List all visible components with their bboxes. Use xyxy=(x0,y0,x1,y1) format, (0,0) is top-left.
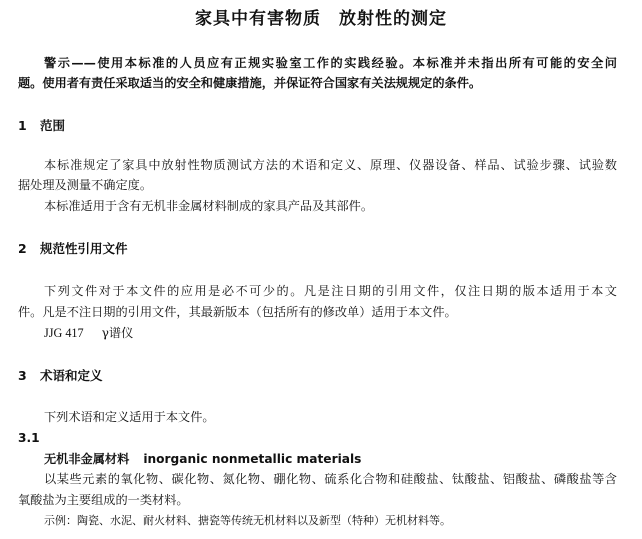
reference-code: JJG 417 xyxy=(44,326,84,340)
term-example: 示例：陶瓷、水泥、耐火材料、搪瓷等传统无机材料以及新型（特种）无机材料等。 xyxy=(44,514,451,527)
term-chinese: 无机非金属材料 xyxy=(44,452,130,466)
term-definition-line-1: 以某些元素的氧化物、碳化物、氮化物、硼化物、硫系化合物和硅酸盐、钛酸盐、铝酸盐、磷酸盐等含 xyxy=(44,472,617,486)
section-1-paragraph-1-line-1: 本标准规定了家具中放射性物质测试方法的术语和定义、原理、仪器设备、样品、试验步骤、试验数 xyxy=(44,158,617,172)
warning-line-2: 题。使用者有责任采取适当的安全和健康措施，并保证符合国家有关法规规定的条件。 xyxy=(18,76,482,90)
section-2-number: 2 xyxy=(18,241,27,256)
section-2-paragraph-line-2: 件。凡是不注日期的引用文件，其最新版本（包括所有的修改单）适用于本文件。 xyxy=(18,305,457,319)
section-3-number: 3 xyxy=(18,368,27,383)
term-definition-line-2: 氧酸盐为主要组成的一类材料。 xyxy=(18,493,189,507)
section-1-number: 1 xyxy=(18,118,27,133)
section-2-paragraph-line-1: 下列文件对于本文件的应用是必不可少的。凡是注日期的引用文件，仅注日期的版本适用于本文 xyxy=(44,284,617,298)
normative-reference xyxy=(44,325,133,341)
section-2-title: 规范性引用文件 xyxy=(40,241,128,256)
section-3-title: 术语和定义 xyxy=(40,368,103,383)
term-english: inorganic nonmetallic materials xyxy=(143,452,362,466)
warning-line-1: 警示——使用本标准的人员应有正规实验室工作的实践经验。本标准并未指出所有可能的安全问 xyxy=(44,56,617,70)
section-2-heading xyxy=(18,241,128,257)
section-1-heading xyxy=(18,118,65,134)
section-1-paragraph-2: 本标准适用于含有无机非金属材料制成的家具产品及其部件。 xyxy=(44,199,374,213)
term-entry xyxy=(44,451,361,467)
section-3-paragraph: 下列术语和定义适用于本文件。 xyxy=(44,410,215,424)
section-1-title: 范围 xyxy=(40,118,66,133)
subsection-3-1-number: 3.1 xyxy=(18,431,40,445)
section-3-heading xyxy=(18,368,103,384)
document-title: 家具中有害物质 放射性的测定 xyxy=(195,9,447,29)
reference-title: γ谱仪 xyxy=(101,326,134,340)
section-1-paragraph-1-line-2: 据处理及测量不确定度。 xyxy=(18,178,153,192)
